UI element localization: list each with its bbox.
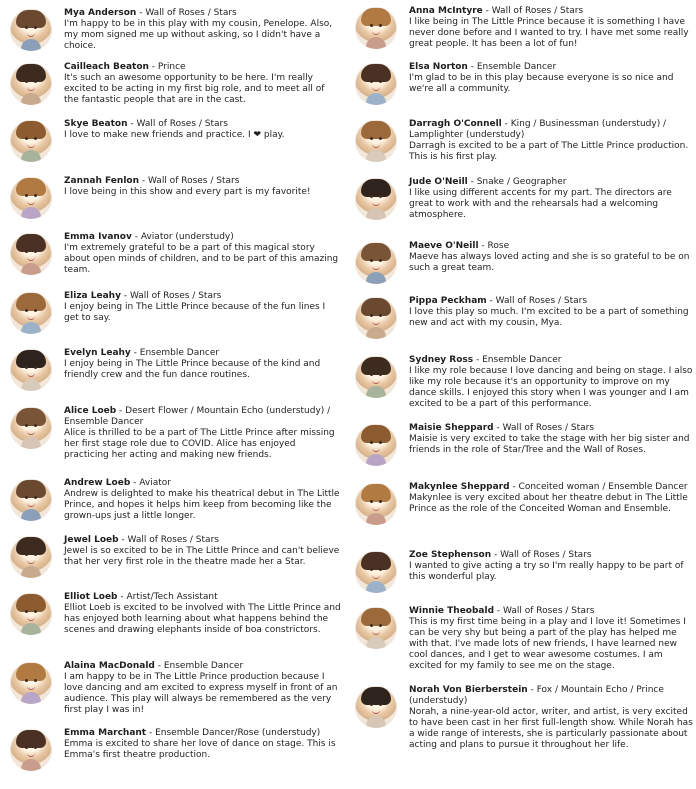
cast-member-portrait [355, 551, 397, 593]
name-role-separator: - [130, 478, 140, 488]
cast-member-role: Conceited woman / Ensemble Dancer [518, 482, 688, 492]
cast-member-role: Desert Flower / Mountain Echo (understudy) / Ensemble Dancer [64, 406, 331, 427]
cast-member-bio: Makynlee is very excited about her theatre debut in The Little Prince as the role of the Conceited Woman and Ensemble. [409, 493, 688, 514]
portrait-eyes [25, 424, 37, 427]
cast-member-text [64, 661, 342, 716]
portrait-mouth [27, 503, 35, 507]
name-role-separator: - [478, 241, 488, 251]
cast-member-role: Wall of Roses / Stars [145, 8, 237, 18]
cast-member-name: Alaina MacDonald [64, 661, 155, 671]
cast-member-bio: Elliot Loeb is excited to be involved with The Little Prince and has enjoyed both learning about what happens behind the scenes and drawing elephants inside of boa constrictors. [64, 603, 341, 635]
cast-member-portrait [355, 686, 397, 728]
portrait-eyes [25, 194, 37, 197]
name-role-separator: - [148, 62, 158, 72]
cast-member-bio: I like being in The Little Prince because it is something I have never done before and I wanted to try. I have met some really great people. It has been a lot of fun! [409, 17, 689, 49]
cast-member-heading [409, 355, 696, 366]
cast-member-heading [64, 348, 342, 359]
cast-member-text [64, 176, 342, 198]
name-role-separator: - [154, 661, 164, 671]
portrait-eyes [370, 195, 382, 198]
cast-member-bio: I wanted to give acting a try so I'm really happy to be part of this wonderful play. [409, 561, 684, 582]
name-role-separator: - [527, 685, 537, 695]
cast-member-heading [64, 62, 342, 73]
cast-member-role: Fox / Mountain Echo / Prince (understudy) [409, 685, 664, 706]
cast-member-role: King / Businessman (understudy) / Lamplighter (understudy) [409, 119, 667, 140]
portrait-mouth [27, 686, 35, 690]
cast-member-name: Skye Beaton [64, 119, 128, 129]
portrait-mouth [27, 373, 35, 377]
cast-member-heading [64, 176, 342, 187]
cast-member-heading [409, 241, 696, 252]
cast-member-name: Evelyn Leahy [64, 348, 131, 358]
cast-member-heading [409, 606, 696, 617]
cast-member-heading [64, 119, 342, 130]
cast-member-portrait [355, 356, 397, 398]
portrait-mouth [372, 266, 380, 270]
portrait-mouth [27, 617, 35, 621]
cast-member-name: Jewel Loeb [64, 535, 119, 545]
cast-member-heading [409, 119, 696, 141]
name-role-separator: - [116, 406, 126, 416]
cast-member-role: Wall of Roses / Stars [495, 296, 588, 306]
cast-member-text [409, 606, 696, 672]
portrait-mouth [27, 33, 35, 37]
portrait-mouth [372, 380, 380, 384]
cast-member-bio: Jewel is so excited to be in The Little Prince and can't believe that her very first role in the theatre made her a Star. [64, 546, 340, 567]
cast-member-bio: Emma is excited to share her love of dance on stage. This is Emma's first theatre production. [64, 739, 336, 760]
cast-member-text [64, 728, 342, 761]
cast-member-bio: Alice is thrilled to be a part of The Little Prince after missing her first stage role due to COVID. Alice has enjoyed practicing her acting and making new friends. [64, 428, 335, 460]
cast-member-role: Rose [487, 241, 510, 251]
name-role-separator: - [130, 348, 140, 358]
portrait-eyes [25, 366, 37, 369]
cast-member-portrait [10, 729, 52, 771]
portrait-eyes [370, 314, 382, 317]
portrait-mouth [27, 316, 35, 320]
cast-member-name: Zoe Stephenson [409, 550, 492, 560]
name-role-separator: - [120, 291, 130, 301]
portrait-eyes [25, 80, 37, 83]
name-role-separator: - [136, 8, 146, 18]
cast-member-bio: I like using different accents for my part. The directors are great to work with and the rehearsals had a welcoming atmosphere. [409, 188, 672, 220]
cast-member-portrait [10, 662, 52, 704]
cast-member-name: Anna McIntyre [409, 6, 483, 16]
cast-member-bio: I am happy to be in The Little Prince production because I love dancing and am excited to express myself in front of an audience. This play will always be remembered as the very first play I was in! [64, 672, 338, 715]
cast-member-role: Ensemble Dancer [476, 62, 557, 72]
cast-member-heading [64, 8, 342, 19]
portrait-eyes [25, 610, 37, 613]
portrait-eyes [370, 373, 382, 376]
cast-member-text [409, 296, 696, 329]
cast-member-text [64, 62, 342, 106]
cast-member-text [409, 355, 696, 410]
portrait-mouth [372, 710, 380, 714]
name-role-separator: - [118, 535, 128, 545]
portrait-eyes [370, 24, 382, 27]
cast-member-name: Maeve O'Neill [409, 241, 479, 251]
cast-member-name: Alice Loeb [64, 406, 117, 416]
cast-member-name: Eliza Leahy [64, 291, 121, 301]
cast-member-text [64, 291, 342, 324]
name-role-separator: - [486, 296, 496, 306]
portrait-eyes [370, 137, 382, 140]
cast-member-heading [64, 291, 342, 302]
name-role-separator: - [139, 176, 148, 186]
cast-member-role: Wall of Roses / Stars [500, 550, 592, 560]
name-role-separator: - [509, 482, 519, 492]
portrait-mouth [27, 753, 35, 757]
cast-member-heading [409, 685, 696, 707]
cast-member-bio: This is my first time being in a play and I love it! Sometimes I can be very shy but being a part of the play has helped me with that. I've made lots of new friends, I have learned new cool dances, and I get to wear awesome costumes. I am excited for my family to see me on the stage. [409, 617, 686, 671]
cast-member-portrait [355, 607, 397, 649]
cast-member-portrait [355, 63, 397, 105]
portrait-mouth [372, 321, 380, 325]
cast-member-portrait [10, 479, 52, 521]
portrait-mouth [372, 144, 380, 148]
cast-member-bio: Maisie is very excited to take the stage with her big sister and friends in the role of Star/Tree and the Wall of Roses. [409, 434, 690, 455]
cast-member-heading [64, 728, 342, 739]
cast-member-text [409, 6, 696, 50]
cast-member-portrait [10, 9, 52, 51]
cast-member-heading [64, 535, 342, 546]
cast-member-text [64, 348, 342, 381]
portrait-mouth [372, 202, 380, 206]
portrait-mouth [27, 257, 35, 261]
cast-member-name: Pippa Peckham [409, 296, 487, 306]
cast-member-portrait [355, 297, 397, 339]
portrait-eyes [370, 568, 382, 571]
cast-member-portrait [10, 593, 52, 635]
cast-member-text [409, 550, 696, 583]
cast-member-text [409, 685, 696, 751]
name-role-separator: - [131, 232, 141, 242]
portrait-mouth [372, 87, 380, 91]
portrait-mouth [27, 431, 35, 435]
cast-member-heading [409, 177, 696, 188]
cast-member-role: Snake / Geographer [476, 177, 567, 187]
cast-member-bio: I'm glad to be in this play because everyone is so nice and we're all a community. [409, 73, 674, 94]
portrait-mouth [372, 507, 380, 511]
cast-member-portrait [355, 178, 397, 220]
cast-member-text [409, 423, 696, 456]
portrait-eyes [370, 259, 382, 262]
name-role-separator: - [467, 62, 477, 72]
cast-member-bio: I love being in this show and every part is my favorite! [64, 187, 311, 197]
cast-member-bio: I'm happy to be in this play with my cousin, Penelope. Also, my mom signed me up without asking, so I didn't have a choice. [64, 19, 333, 51]
cast-member-portrait [10, 292, 52, 334]
cast-member-heading [64, 232, 342, 243]
portrait-mouth [372, 631, 380, 635]
name-role-separator: - [146, 728, 156, 738]
cast-member-heading [409, 423, 696, 434]
cast-member-heading [64, 478, 342, 489]
cast-member-bio: Andrew is delighted to make his theatrical debut in The Little Prince, and hopes it helps him keep from becoming like the grown-ups just a little longer. [64, 489, 340, 521]
cast-member-role: Aviator (understudy) [140, 232, 234, 242]
portrait-mouth [372, 575, 380, 579]
cast-member-name: Sydney Ross [409, 355, 474, 365]
cast-member-text [409, 241, 696, 274]
cast-member-name: Emma Marchant [64, 728, 147, 738]
cast-member-portrait [10, 63, 52, 105]
name-role-separator: - [117, 592, 127, 602]
cast-member-portrait [10, 120, 52, 162]
cast-member-role: Wall of Roses / Stars [136, 119, 228, 129]
cast-member-bio: It's such an awesome opportunity to be here. I'm really excited to be acting in my first big role, and to meet all of the fantastic people that are in the cast. [64, 73, 325, 105]
cast-member-bio: I like my role because I love dancing and being on stage. I also like my role because it's an opportunity to improve on my dance skills. I enjoyed this story when I was younger and I am excited to be a part of this performance. [409, 366, 693, 409]
portrait-eyes [25, 137, 37, 140]
cast-member-heading [409, 6, 696, 17]
cast-member-bio: I enjoy being in The Little Prince because of the fun lines I get to say. [64, 302, 326, 323]
cast-member-bio: Maeve has always loved acting and she is so grateful to be on such a great team. [409, 252, 690, 273]
cast-member-name: Andrew Loeb [64, 478, 131, 488]
cast-member-heading [409, 296, 696, 307]
cast-member-text [64, 535, 342, 568]
cast-member-text [64, 406, 342, 461]
cast-member-name: Makynlee Sheppard [409, 482, 510, 492]
cast-member-bio: I'm extremely grateful to be a part of this magical story about open minds of children, and to be part of this amazing team. [64, 243, 339, 275]
cast-member-bio: I enjoy being in The Little Prince because of the kind and friendly crew and the fun dance routines. [64, 359, 321, 380]
cast-member-text [64, 592, 342, 636]
cast-member-role: Ensemble Dancer [163, 661, 244, 671]
portrait-eyes [25, 496, 37, 499]
cast-member-portrait [10, 407, 52, 449]
cast-member-portrait [10, 177, 52, 219]
name-role-separator: - [467, 177, 477, 187]
cast-member-name: Mya Anderson [64, 8, 137, 18]
cast-member-portrait [355, 7, 397, 49]
portrait-mouth [372, 31, 380, 35]
cast-member-role: Wall of Roses / Stars [491, 6, 584, 16]
cast-member-role: Ensemble Dancer [482, 355, 562, 365]
cast-member-text [64, 232, 342, 276]
cast-member-role: Aviator [139, 478, 171, 488]
cast-member-portrait [10, 536, 52, 578]
cast-member-name: Zannah Fenlon [64, 176, 139, 186]
cast-member-role: Artist/Tech Assistant [126, 592, 218, 602]
cast-member-bio: I love this play so much. I'm excited to be a part of something new and act with my cousin, Mya. [409, 307, 689, 328]
portrait-eyes [370, 441, 382, 444]
portrait-eyes [370, 703, 382, 706]
name-role-separator: - [482, 6, 492, 16]
cast-member-heading [409, 62, 696, 73]
cast-member-bio: I love to make new friends and practice. I ❤ play. [64, 130, 285, 140]
portrait-mouth [27, 560, 35, 564]
portrait-eyes [25, 679, 37, 682]
portrait-eyes [370, 624, 382, 627]
cast-member-heading [64, 406, 342, 428]
cast-member-name: Emma Ivanov [64, 232, 132, 242]
cast-member-text [64, 8, 342, 52]
cast-member-name: Maisie Sheppard [409, 423, 494, 433]
cast-member-heading [409, 482, 696, 493]
name-role-separator: - [501, 119, 511, 129]
portrait-eyes [25, 26, 37, 29]
name-role-separator: - [491, 550, 501, 560]
name-role-separator: - [493, 423, 503, 433]
name-role-separator: - [473, 355, 483, 365]
cast-member-role: Ensemble Dancer/Rose (understudy) [155, 728, 321, 738]
cast-member-role: Wall of Roses / Stars [147, 176, 240, 186]
cast-member-portrait [355, 120, 397, 162]
cast-member-role: Wall of Roses / Stars [502, 423, 595, 433]
cast-member-role: Wall of Roses / Stars [503, 606, 595, 616]
cast-member-portrait [355, 483, 397, 525]
cast-member-heading [64, 592, 342, 603]
portrait-eyes [370, 500, 382, 503]
cast-member-text [409, 177, 696, 221]
cast-member-portrait [10, 233, 52, 275]
cast-member-name: Cailleach Beaton [64, 62, 149, 72]
portrait-eyes [25, 250, 37, 253]
cast-member-role: Wall of Roses / Stars [127, 535, 219, 545]
cast-member-name: Jude O'Neill [409, 177, 468, 187]
cast-member-role: Ensemble Dancer [139, 348, 220, 358]
cast-member-heading [64, 661, 342, 672]
cast-member-role: Prince [157, 62, 186, 72]
cast-member-name: Winnie Theobald [409, 606, 495, 616]
portrait-mouth [27, 201, 35, 205]
portrait-mouth [372, 448, 380, 452]
cast-member-text [409, 482, 696, 515]
cast-member-bio: Norah, a nine-year-old actor, writer, and artist, is very excited to have been cast in her first full-length show. While Norah has a wide range of interests, she is particularly passionate about acting and plans to pursue it throughout her life. [409, 707, 693, 750]
name-role-separator: - [494, 606, 504, 616]
cast-member-role: Wall of Roses / Stars [129, 291, 222, 301]
portrait-eyes [25, 553, 37, 556]
portrait-eyes [25, 309, 37, 312]
cast-member-portrait [355, 424, 397, 466]
cast-member-bio: Darragh is excited to be a part of The Little Prince production. This is his first play. [409, 141, 689, 162]
cast-member-name: Darragh O'Connell [409, 119, 502, 129]
cast-member-heading [409, 550, 696, 561]
cast-member-name: Norah Von Bierberstein [409, 685, 528, 695]
cast-member-name: Elsa Norton [409, 62, 468, 72]
cast-member-name: Elliot Loeb [64, 592, 118, 602]
cast-member-portrait [355, 242, 397, 284]
portrait-mouth [27, 144, 35, 148]
cast-member-text [409, 119, 696, 163]
cast-member-text [409, 62, 696, 95]
name-role-separator: - [127, 119, 137, 129]
cast-member-text [64, 478, 342, 522]
cast-member-portrait [10, 349, 52, 391]
cast-member-text [64, 119, 342, 141]
portrait-eyes [370, 80, 382, 83]
portrait-eyes [25, 746, 37, 749]
portrait-mouth [27, 87, 35, 91]
